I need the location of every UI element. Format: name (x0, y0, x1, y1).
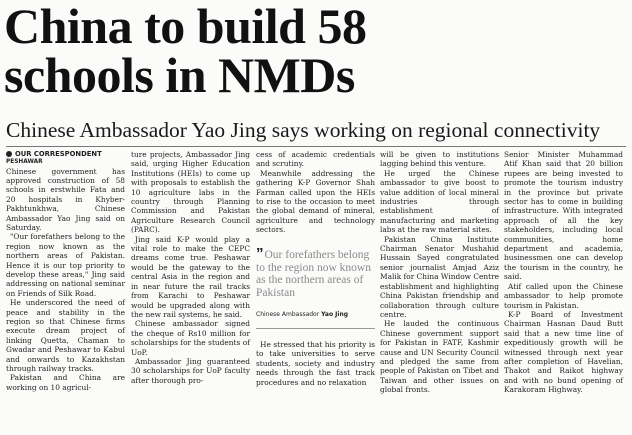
paragraph: Pakistan and China are working on 10 agricul- (6, 373, 125, 392)
article-column-3 (256, 150, 375, 235)
pull-quote-text: Our forefathers belong to the region now known as the northern areas of Pakistan (256, 249, 371, 299)
paragraph: Chinese government has approved construction of 58 schools in erstwhile Fata and 20 hospitals in Khyber-Pakhtunkhwa, Chinese Ambassador Yao Jing said on Saturday. (6, 166, 125, 232)
paragraph: He urged the Chinese ambassador to give boost to value addition of local mineral industries through establishment of manufacturing and marketing labs at the raw material sites. (380, 168, 499, 235)
article-column-2 (131, 150, 250, 385)
paragraph: He lauded the continuous Chinese government support for Pakistan in FATF, Kashmir cause and UN Security Council and pledged the same from people of Pakistan on Tibet and Taiwan and other issues on global fronts. (380, 319, 499, 395)
paragraph: Atif called upon the Chinese ambassador to help promote tourism in Pakistan. (504, 281, 623, 310)
article-column-4 (380, 150, 499, 395)
quote-mark-icon: ” (256, 245, 264, 262)
paragraph: Jing said K-P would play a vital role to make the CEPC dreams come true. Peshawar would be the gateway to the central Asia in the region and in near future the rail tracks from Karachi to Peshawar would be upgraded along with the new rail systems, he said. (131, 234, 250, 319)
paragraph: Ambassador Jing guaranteed 30 scholarships for UoP faculty after thorough pro- (131, 356, 250, 385)
paragraph: K-P Board of Investment Chairman Hasnan Daud Butt said that a new time line of expeditiously growth will be witnessed through next year after completion of Havelian, Thakot and Raikot highway and with no bund opening of Karakoram Highway. (504, 309, 623, 395)
paragraph: He underscored the need of peace and stability in the region so that Chinese firms execute dream project of linking Quetta, Chaman to Gwadar and Peshawar to Kabul and onwards to Kazakhstan through railway tracks. (6, 298, 125, 374)
paragraph: cess of academic credentials and scrutiny. (256, 150, 375, 169)
byline: OUR CORRESPONDENT (6, 150, 125, 159)
divider (6, 146, 626, 147)
paragraph: "Our forefathers belong to the region now known as the northern areas of Pakistan. Hence it is our top priority to develop these areas," Jing said addressing on national seminar on Friends of Silk Road. (6, 232, 125, 298)
headline-line-1: China to build 58 (4, 0, 367, 54)
subheadline: Chinese Ambassador Yao Jing says working on regional connectivity (6, 118, 601, 142)
pull-quote-attribution: Chinese Ambassador Yao Jing (256, 311, 349, 318)
paragraph: Senior Minister Muhammad Atif Khan said that 20 billion rupees are being invested to promote the tourism industry in the province but private sector has to come in building infrastructure. With integrated approach of all the key stakeholders, including local communities, home department and academia, businessmen one can develop the tourism in the country, he said. (504, 150, 623, 282)
paragraph: He stressed that his priority is to take universities to serve students, society and industry needs through the fast track procedures and no relaxation (256, 340, 375, 387)
headline-line-2: schools in NMDs (4, 47, 355, 103)
article-column-1 (6, 150, 125, 392)
bullet-icon (6, 151, 12, 157)
paragraph: Chinese ambassador signed the cheque of Rs10 million for scholarships for the students of UoP. (131, 319, 250, 357)
article-column-3-bottom (256, 340, 375, 387)
paragraph: Meanwhile addressing the gathering K-P Governor Shah Farman called upon the HEIs to rise to the occasion to meet the global demand of mineral, agriculture and technology sectors. (256, 168, 375, 235)
paragraph: Pakistan China Institute Chairman Senator Mushahid Hussain Sayed congratulated senior journalist Amjad Aziz Malik for China Window Centre establishment and highlighting China Pakistan friendship and collaboration through culture centre. (380, 234, 500, 319)
paragraph: will be given to institutions lagging behind this venture. (380, 150, 499, 169)
pull-quote-rule (256, 328, 375, 329)
pull-quote (256, 245, 375, 299)
headline (4, 0, 628, 103)
paragraph: ture projects, Ambassador Jing said, urging Higher Education Institutions (HEIs) to come up with proposals to establish the 10 agriculture labs in the country through Planning Commission and Pakistan Agriculture Research Council (PARC). (131, 150, 250, 235)
dateline: PESHAWAR (6, 158, 43, 165)
article-column-5 (504, 150, 623, 395)
